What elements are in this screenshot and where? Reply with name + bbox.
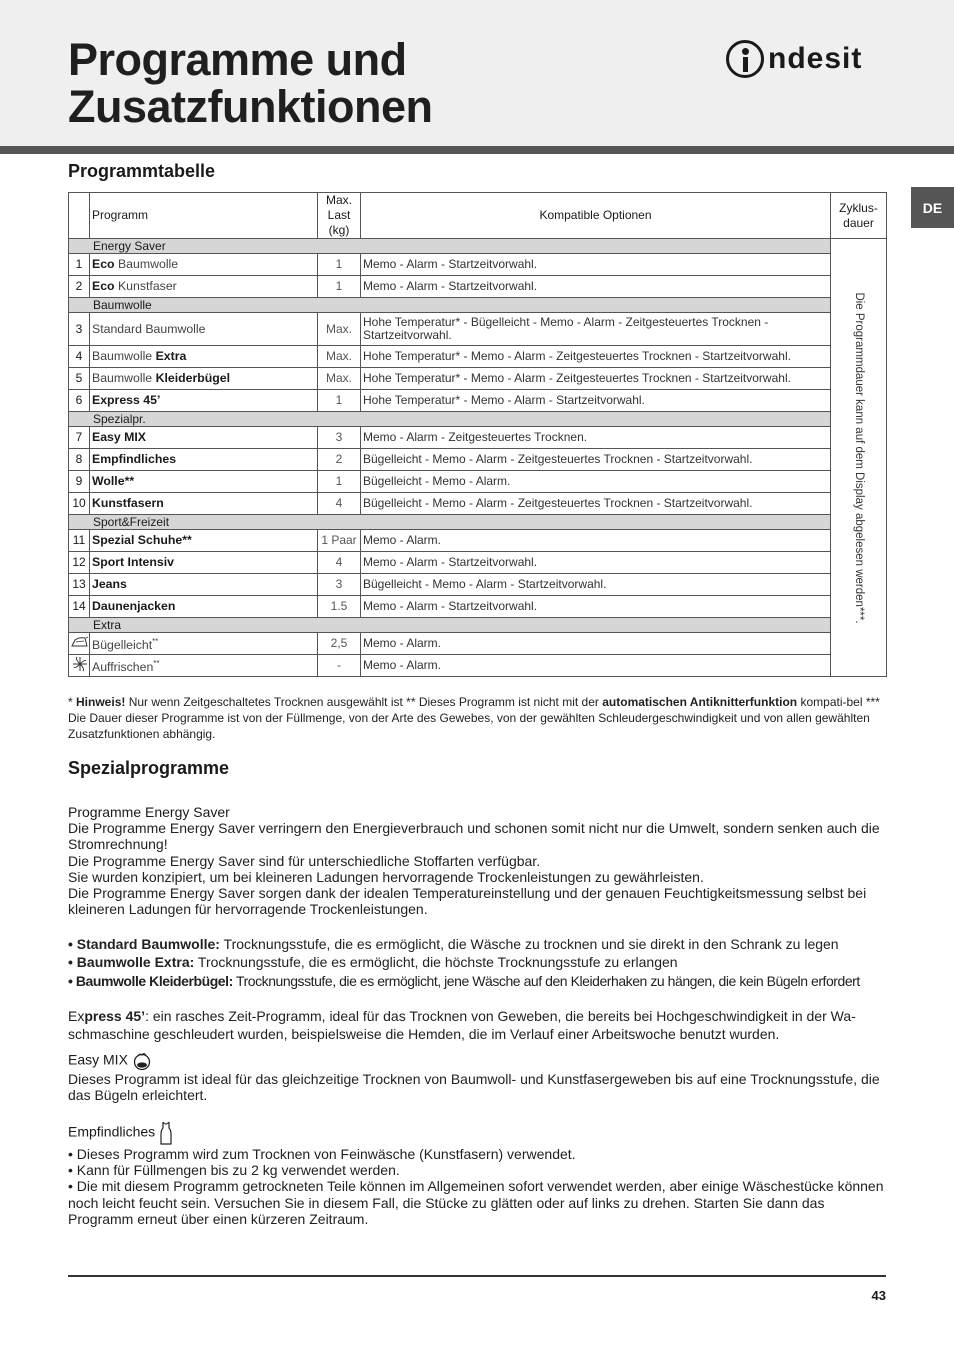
program-name: Eco Kunstfaser bbox=[90, 276, 318, 298]
program-name: Standard Baumwolle bbox=[90, 313, 318, 346]
row-number: 14 bbox=[69, 596, 90, 618]
refresh-icon bbox=[69, 655, 90, 677]
table-row bbox=[69, 449, 887, 471]
category-label: Spezialpr. bbox=[69, 412, 831, 427]
logo-i-icon bbox=[726, 40, 764, 78]
program-name: Wolle** bbox=[90, 471, 318, 493]
category-row bbox=[69, 412, 887, 427]
max-load: 2 bbox=[318, 449, 361, 471]
table-row bbox=[69, 427, 887, 449]
program-name: Sport Intensiv bbox=[90, 552, 318, 574]
category-label: Energy Saver bbox=[69, 239, 831, 254]
options: Memo - Alarm - Startzeitvorwahl. bbox=[361, 596, 831, 618]
page-title: Programme und Zusatzfunktionen bbox=[68, 34, 433, 132]
options: Bügelleicht - Memo - Alarm - Zeitgesteuertes Trocknen - Startzeitvorwahl. bbox=[361, 449, 831, 471]
category-row bbox=[69, 298, 887, 313]
max-load: Max. bbox=[318, 313, 361, 346]
page-number: 43 bbox=[871, 1288, 886, 1303]
options: Memo - Alarm - Startzeitvorwahl. bbox=[361, 276, 831, 298]
table-row bbox=[69, 254, 887, 276]
max-load: 1 bbox=[318, 254, 361, 276]
paragraph: Die Programme Energy Saver sind für unterschiedliche Stoffarten verfügbar. bbox=[68, 852, 541, 869]
paragraph: Die Programme Energy Saver verringern den Energieverbrauch und schonen somit nicht nur die Umwelt, sondern senken auch die Stromrechnung! bbox=[68, 820, 880, 853]
table-row bbox=[69, 390, 887, 412]
row-number: 4 bbox=[69, 346, 90, 368]
table-row bbox=[69, 633, 887, 655]
program-name: Auffrischen** bbox=[90, 655, 318, 677]
energy-saver-block bbox=[68, 804, 886, 917]
table-footnote: * Hinweis! Nur wenn Zeitgeschaltetes Trocknen ausgewählt ist ** Dieses Programm ist nicht mit der automatischen Antiknitterfunktion kompati-bel *** Die Dauer dieser Programme ist von der Füllmenge, von der Arte des Gewebes, von der gewählten Schleudergeschwindigkeit und von allen gewählten Zusatzfunktionen abhängig. bbox=[68, 695, 880, 741]
category-row bbox=[69, 618, 887, 633]
indesit-logo bbox=[726, 40, 862, 78]
easymix-heading bbox=[68, 1051, 886, 1071]
options: Hohe Temperatur* - Memo - Alarm - Zeitgesteuertes Trocknen - Startzeitvorwahl. bbox=[361, 346, 831, 368]
max-load: 4 bbox=[318, 552, 361, 574]
bullet-item: • Dieses Programm wird zum Trocknen von Feinwäsche (Kunstfasern) verwendet. bbox=[68, 1146, 576, 1162]
program-name: Kunstfasern bbox=[90, 493, 318, 515]
max-load: 2,5 bbox=[318, 633, 361, 655]
empfindliches-block bbox=[68, 1120, 886, 1227]
table-header-row bbox=[69, 193, 887, 239]
program-name: Express 45’ bbox=[90, 390, 318, 412]
options: Memo - Alarm - Zeitgesteuertes Trocknen. bbox=[361, 427, 831, 449]
options: Memo - Alarm. bbox=[361, 530, 831, 552]
options: Bügelleicht - Memo - Alarm - Startzeitvorwahl. bbox=[361, 574, 831, 596]
max-load: 4 bbox=[318, 493, 361, 515]
language-tab: DE bbox=[911, 187, 954, 228]
max-load: 1 bbox=[318, 390, 361, 412]
max-load: 1 bbox=[318, 276, 361, 298]
table-row bbox=[69, 346, 887, 368]
program-name: Easy MIX bbox=[90, 427, 318, 449]
header-programm: Programm bbox=[90, 193, 318, 239]
options: Bügelleicht - Memo - Alarm - Zeitgesteuertes Trocknen - Startzeitvorwahl. bbox=[361, 493, 831, 515]
row-number: 7 bbox=[69, 427, 90, 449]
row-number: 11 bbox=[69, 530, 90, 552]
row-number: 12 bbox=[69, 552, 90, 574]
delicate-garment-icon bbox=[159, 1120, 173, 1146]
header-num bbox=[69, 193, 90, 239]
section-heading-spezialprogramme: Spezialprogramme bbox=[68, 758, 230, 778]
category-label: Baumwolle bbox=[69, 298, 831, 313]
bullet-baumwolle-extra: • Baumwolle Extra: Trocknungsstufe, die es ermöglicht, die höchste Trocknungsstufe zu erlangen bbox=[68, 954, 678, 970]
empfindliches-heading bbox=[68, 1120, 886, 1146]
max-load: 1 Paar bbox=[318, 530, 361, 552]
iron-icon bbox=[69, 633, 90, 655]
row-number: 6 bbox=[69, 390, 90, 412]
program-name: Empfindliches bbox=[90, 449, 318, 471]
table-row bbox=[69, 596, 887, 618]
row-number: 1 bbox=[69, 254, 90, 276]
row-number: 13 bbox=[69, 574, 90, 596]
options: Bügelleicht - Memo - Alarm. bbox=[361, 471, 831, 493]
max-load: Max. bbox=[318, 368, 361, 390]
program-name: Bügelleicht** bbox=[90, 633, 318, 655]
bullet-standard-baumwolle: • Standard Baumwolle: Trocknungsstufe, die es ermöglicht, die Wäsche zu trocknen und sie direkt in den Schrank zu legen bbox=[68, 936, 839, 952]
bullet-item: • Die mit diesem Programm getrockneten Teile können im Allgemeinen sofort verwendet werden, aber einige Wäschestücke können noch leicht feucht sein. Versuchen Sie in diesem Fall, die Stücke zu glätten oder auf links zu drehen. Starten Sie dann das Programm erneut über einen kürzeren Zeitraum. bbox=[68, 1178, 884, 1227]
row-number: 10 bbox=[69, 493, 90, 515]
header-cycle: Zyklus-dauer bbox=[831, 193, 887, 239]
max-load: 1 bbox=[318, 471, 361, 493]
program-name: Baumwolle Kleiderbügel bbox=[90, 368, 318, 390]
max-load: 3 bbox=[318, 574, 361, 596]
max-load: 1.5 bbox=[318, 596, 361, 618]
paragraph: Sie wurden konzipiert, um bei kleineren Ladungen hervorragende Trockenleistungen zu gewährleisten. bbox=[68, 868, 704, 885]
program-name: Jeans bbox=[90, 574, 318, 596]
cycle-note: Die Programmdauer kann auf dem Display abgelesen werden***. bbox=[852, 291, 865, 624]
empfindliches-title: Empfindliches bbox=[68, 1123, 156, 1140]
table-row bbox=[69, 493, 887, 515]
bullet-baumwolle-kleiderbuegel: • Baumwolle Kleiderbügel: Trocknungsstufe, die es ermöglicht, jene Wäsche auf den Kleiderhaken zu hängen, die kein Bügeln erfordert bbox=[68, 973, 860, 989]
options: Hohe Temperatur* - Bügelleicht - Memo - Alarm - Zeitgesteuertes Trocknen - Startzeitvorwahl. bbox=[361, 313, 831, 346]
row-number: 5 bbox=[69, 368, 90, 390]
easymix-block bbox=[68, 1051, 886, 1103]
category-row bbox=[69, 515, 887, 530]
table-row bbox=[69, 552, 887, 574]
table-row bbox=[69, 471, 887, 493]
options: Memo - Alarm. bbox=[361, 655, 831, 677]
options: Hohe Temperatur* - Memo - Alarm - Startzeitvorwahl. bbox=[361, 390, 831, 412]
category-label: Sport&Freizeit bbox=[69, 515, 831, 530]
table-row bbox=[69, 276, 887, 298]
row-number: 3 bbox=[69, 313, 90, 346]
program-name: Daunenjacken bbox=[90, 596, 318, 618]
logo-text: ndesit bbox=[768, 42, 863, 75]
row-number: 9 bbox=[69, 471, 90, 493]
row-number: 2 bbox=[69, 276, 90, 298]
express-paragraph: Express 45’: ein rasches Zeit-Programm, ideal für das Trocknen von Geweben, die bereits bei Hochgeschwindigkeit in der Wa-schmaschine geschleudert wurden, beispielsweise die Hemden, die im Verlauf einer Arbeitswoche benutzt wurden. bbox=[68, 1008, 856, 1042]
category-label: Extra bbox=[69, 618, 831, 633]
paragraph: Dieses Programm ist ideal für das gleichzeitige Trocknen von Baumwoll- und Kunstfasergeweben bis auf eine Trocknungsstufe, die das Bügeln erleichtert. bbox=[68, 1071, 880, 1104]
max-load: - bbox=[318, 655, 361, 677]
options: Hohe Temperatur* - Memo - Alarm - Zeitgesteuertes Trocknen - Startzeitvorwahl. bbox=[361, 368, 831, 390]
easymix-title: Easy MIX bbox=[68, 1051, 128, 1068]
table-row bbox=[69, 368, 887, 390]
header-load: Max. Last (kg) bbox=[318, 193, 361, 239]
easymix-icon bbox=[132, 1051, 152, 1071]
header-options: Kompatible Optionen bbox=[361, 193, 831, 239]
category-row bbox=[69, 239, 887, 254]
program-table bbox=[68, 192, 887, 677]
program-name: Eco Baumwolle bbox=[90, 254, 318, 276]
options: Memo - Alarm - Startzeitvorwahl. bbox=[361, 254, 831, 276]
options: Memo - Alarm - Startzeitvorwahl. bbox=[361, 552, 831, 574]
table-row bbox=[69, 655, 887, 677]
table-row bbox=[69, 313, 887, 346]
row-number: 8 bbox=[69, 449, 90, 471]
paragraph: Die Programme Energy Saver sorgen dank der idealen Temperatureinstellung und der genauen Feuchtigkeitsmessung selbst bei kleineren Ladungen für hervorragende Trockenleistungen. bbox=[68, 885, 867, 918]
max-load: Max. bbox=[318, 346, 361, 368]
section-heading-programmtabelle: Programmtabelle bbox=[68, 161, 216, 181]
program-name: Baumwolle Extra bbox=[90, 346, 318, 368]
cycle-note-cell bbox=[831, 239, 887, 677]
table-row bbox=[69, 574, 887, 596]
table-row bbox=[69, 530, 887, 552]
footer-divider bbox=[68, 1275, 886, 1277]
program-name: Spezial Schuhe** bbox=[90, 530, 318, 552]
header-divider bbox=[0, 146, 954, 154]
max-load: 3 bbox=[318, 427, 361, 449]
bullet-item: • Kann für Füllmengen bis zu 2 kg verwendet werden. bbox=[68, 1162, 400, 1179]
options: Memo - Alarm. bbox=[361, 633, 831, 655]
energy-saver-heading: Programme Energy Saver bbox=[68, 804, 230, 820]
